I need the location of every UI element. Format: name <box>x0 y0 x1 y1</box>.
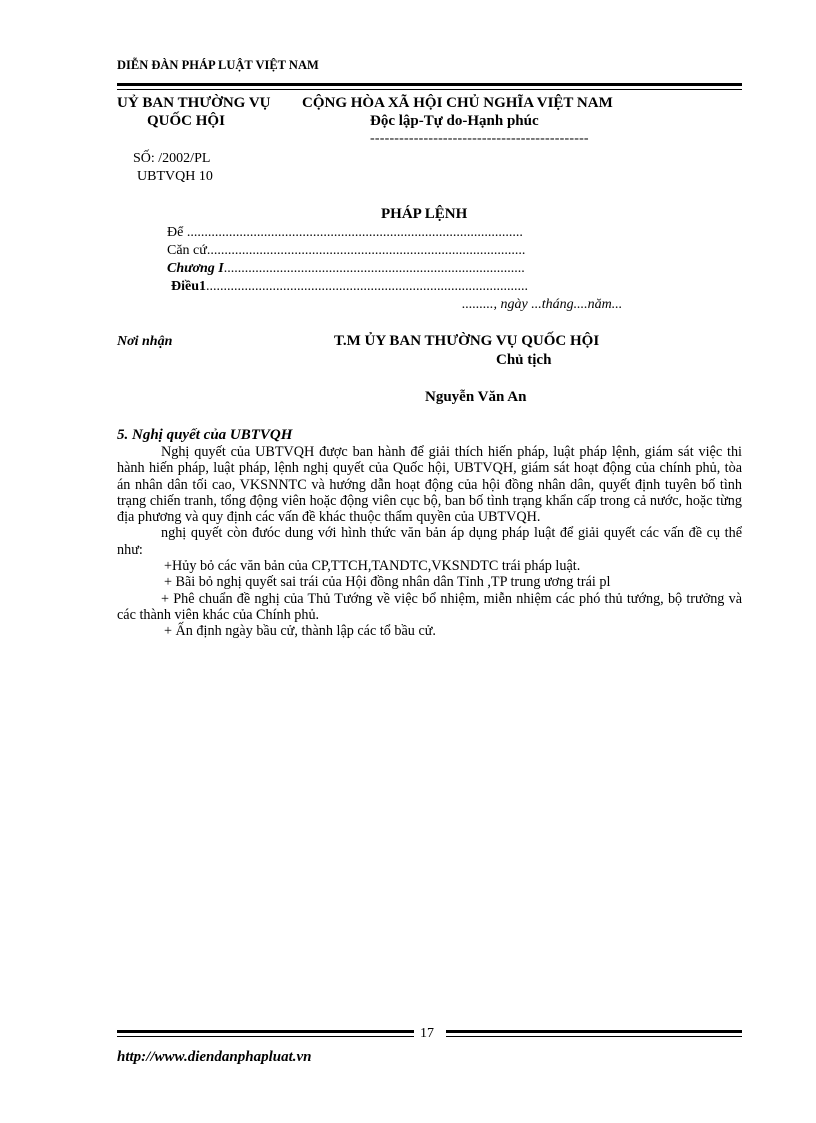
signatory-body: T.M ỦY BAN THƯỜNG VỤ QUỐC HỘI <box>334 333 600 349</box>
article-label: Điều1 <box>171 279 206 294</box>
header-rule-thin <box>117 89 742 90</box>
template-purpose-line: Để ................................................................................................ <box>167 225 523 240</box>
list-item: + Ấn định ngày bầu cử, thành lập các tổ bầu cử. <box>164 623 436 640</box>
header-rule-thick <box>117 83 742 86</box>
footer-rule-right-thick <box>446 1030 742 1033</box>
document-number-code: UBTVQH 10 <box>137 169 213 184</box>
section-paragraph-2: nghị quyết còn đưóc dung với hình thức văn bản áp dụng pháp luật để giải quyết các vấn đề cụ thể như: <box>117 525 742 558</box>
document-number: SỐ: /2002/PL <box>133 151 211 166</box>
footer-url[interactable]: http://www.diendanphapluat.vn <box>117 1049 312 1065</box>
recipients-label: Nơi nhận <box>117 334 173 349</box>
section-paragraph-1: Nghị quyết của UBTVQH được ban hành để giải thích hiến pháp, luật pháp lệnh, giám sát việc thi hành hiến pháp, luật pháp, lệnh nghị quyết của Quốc hội, UBTVQH, giám sát hoạt động của chính phủ, tòa án nhân dân tối cao, VKSNNTC và hướng dẫn hoạt động của hội đồng nhân dân, quyết định tuyên bố tình trạng chiến tranh, tổng động viên hoặc động viên cục bộ, ban bố tình trạng khẩn cấp trong cả nước, hoặc từng địa phương và quy định các vấn đề khác thuộc thẩm quyền của UBTVQH. <box>117 444 742 526</box>
section-heading: 5. Nghị quyết của UBTVQH <box>117 427 293 443</box>
document-type-title: PHÁP LỆNH <box>381 206 468 222</box>
signatory-name: Nguyễn Văn An <box>425 389 527 405</box>
template-chapter-line <box>167 261 525 277</box>
agency-name-line1: UỶ BAN THƯỜNG VỤ <box>117 95 271 111</box>
motto-underline: --------------------------------------------- <box>370 131 589 146</box>
footer-rule-left-thick <box>117 1030 414 1033</box>
date-line: ........., ngày ...tháng....năm... <box>462 297 623 312</box>
page-number: 17 <box>420 1026 434 1041</box>
section-body <box>117 444 742 640</box>
list-item: + Bãi bỏ nghị quyết sai trái của Hội đồng nhân dân Tỉnh ,TP trung ương trái pl <box>164 574 611 591</box>
national-motto: Độc lập-Tự do-Hạnh phúc <box>370 113 539 129</box>
template-article-line <box>171 279 528 295</box>
footer-rule-left-thin <box>117 1036 414 1037</box>
footer-rule-right-thin <box>446 1036 742 1037</box>
chapter-label: Chương I <box>167 261 224 276</box>
agency-name-line2: QUỐC HỘI <box>147 113 225 129</box>
chapter-dots: ...................................................................................... <box>223 261 525 276</box>
signatory-position: Chủ tịch <box>496 352 552 368</box>
site-title: DIỄN ĐÀN PHÁP LUẬT VIỆT NAM <box>117 58 319 72</box>
list-item: + Phê chuẩn đề nghị của Thủ Tướng về việc bổ nhiệm, miễn nhiệm các phó thủ tướng, bộ trưởng và các thành viên khác của Chính phủ. <box>117 590 742 623</box>
nation-title: CỘNG HÒA XÃ HỘI CHỦ NGHĨA VIỆT NAM <box>302 95 613 111</box>
list-item: +Hủy bỏ các văn bản của CP,TTCH,TANDTC,VKSNDTC trái pháp luật. <box>164 558 581 575</box>
article-dots: ............................................................................................ <box>206 279 528 294</box>
template-basis-line: Căn cứ........................................................................................... <box>167 243 526 258</box>
